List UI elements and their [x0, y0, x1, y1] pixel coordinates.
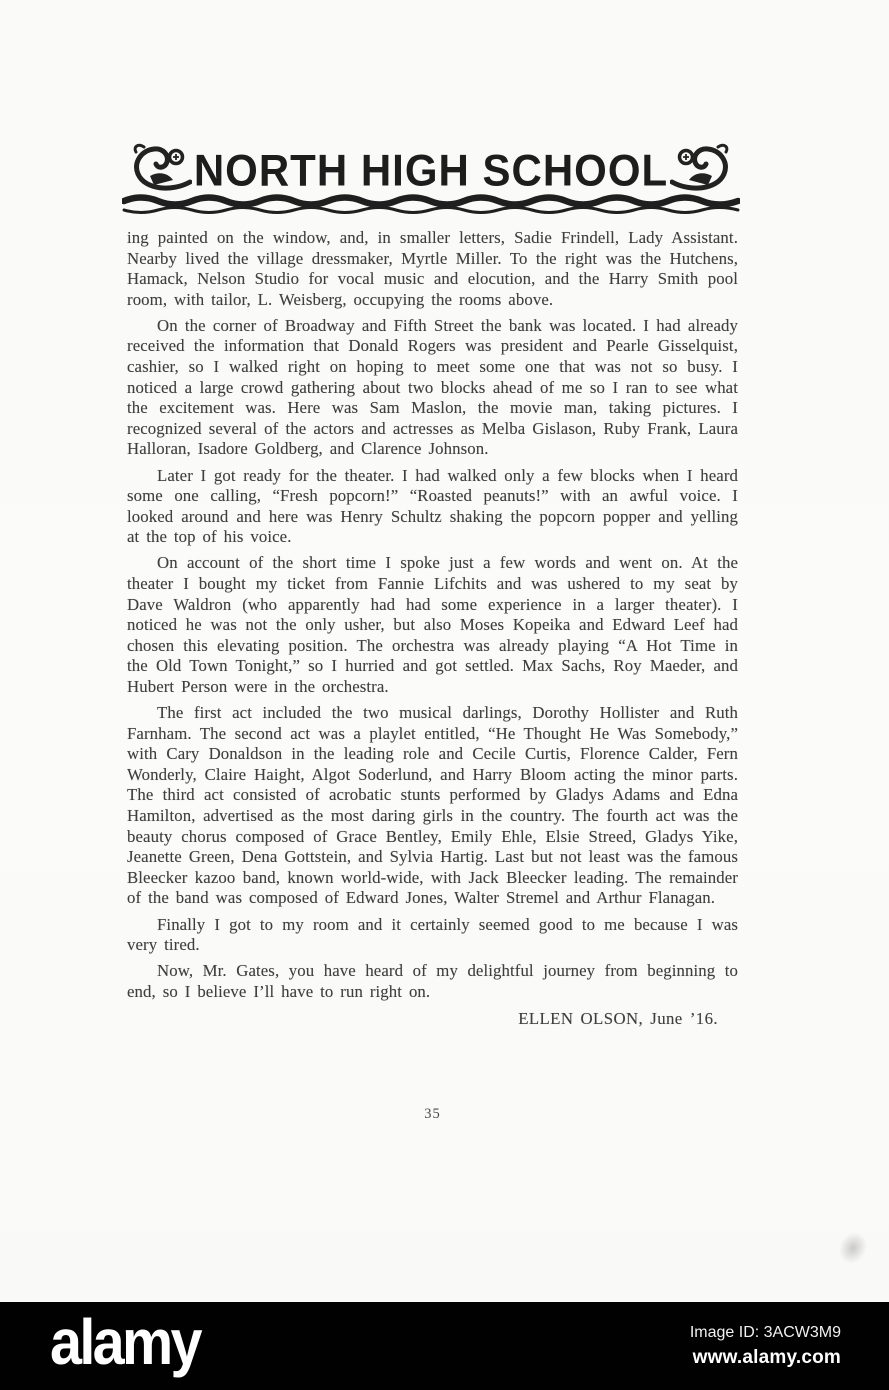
wavy-rule: [122, 192, 740, 216]
page-number: 35: [424, 1106, 441, 1122]
watermark-bar: [0, 1302, 889, 1390]
paragraph: On account of the short time I spoke just a few words and went on. At the theater I bought my ticket from Fannie Lifchits and was ushered to my seat by Dave Waldron (who apparently had had some experience in a larger theater). I noticed he was not the only usher, but also Moses Kopeika and Edward Leef had chosen this elevating position. The orchestra was already playing “A Hot Time in the Old Town Tonight,” so I hurried and got settled. Max Sachs, Roy Maeder, and Hubert Person were in the orchestra.: [127, 553, 738, 696]
alamy-url: www.alamy.com: [692, 1346, 841, 1368]
scroll-ornament-right-icon: [670, 138, 732, 192]
scroll-ornament-left-icon: [130, 138, 192, 192]
masthead: [122, 140, 740, 210]
page-title: NORTH HIGH SCHOOL: [193, 145, 669, 196]
watermark-info: [690, 1324, 841, 1369]
paragraph: The first act included the two musical darlings, Dorothy Hollister and Ruth Farnham. The second act was a playlet entitled, “He Thought He Was Somebody,” with Cary Donaldson in the leading role and Cecile Curtis, Florence Calder, Fern Wonderly, Claire Haight, Algot Soderlund, and Harry Bloom acting the minor parts. The third act consisted of acrobatic stunts performed by Gladys Adams and Edna Hamilton, advertised as the most daring girls in the country. The fourth act was the beauty chorus composed of Grace Bentley, Emily Ehle, Elsie Streed, Gladys Yike, Jeanette Green, Dena Gottstein, and Sylvia Hartig. Last but not least was the famous Bleecker kazoo band, known world-wide, with Jack Bleecker leading. The remainder of the band was composed of Edward Jones, Walter Stremel and Arthur Flanagan.: [127, 703, 738, 908]
story-text: [127, 228, 738, 1030]
image-id-label: Image ID: 3ACW3M9: [689, 1323, 841, 1341]
paragraph: Now, Mr. Gates, you have heard of my delightful journey from beginning to end, so I believe I’ll have to run right on.: [127, 961, 738, 1001]
author-signature: ELLEN OLSON, June ’16.: [518, 1009, 718, 1029]
paragraph: Later I got ready for the theater. I had walked only a few blocks when I heard some one calling, “Fresh popcorn!” “Roasted peanuts!” with an awful voice. I looked around and here was Henry Schultz shaking the popcorn popper and yelling at the top of his voice.: [127, 465, 738, 547]
paragraph: Finally I got to my room and it certainly seemed good to me because I was very tired.: [127, 914, 738, 955]
paragraph: On the corner of Broadway and Fifth Street the bank was located. I had already received the information that Donald Rogers was president and Pearle Gisselquist, cashier, so I walked right on hoping to meet some one that was not so busy. I noticed a large crowd gathering about two blocks ahead of me so I ran to see what the excitement was. Here was Sam Maslon, the movie man, taking pictures. I recognized several of the actors and actresses as Melba Gislason, Ruby Frank, Laura Halloran, Isadore Goldberg, and Clarence Johnson.: [127, 315, 738, 459]
scan-smudge: [834, 1228, 872, 1268]
paragraph: ing painted on the window, and, in smaller letters, Sadie Frindell, Lady Assistant. Nearby lived the village dressmaker, Myrtle Miller. To the right was the Hutchens, Hamack, Nelson Studio for vocal music and elocution, and the Harry Smith pool room, with tailor, L. Weisberg, occupying the rooms above.: [127, 228, 738, 309]
alamy-logo: alamy: [50, 1305, 200, 1378]
